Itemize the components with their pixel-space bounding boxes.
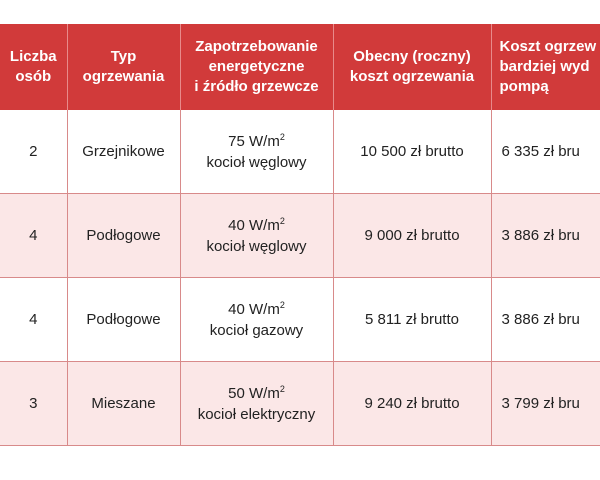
cell-energy-demand [180,110,333,194]
cell-persons: 4 [0,278,67,362]
demand-value: 40 $W/m^2$ [228,299,285,318]
cell-energy-demand [180,278,333,362]
header-persons: Liczba osób [0,24,67,110]
table-row [0,278,600,362]
cell-current-cost: 9 240 zł brutto [333,362,491,446]
table-row [0,194,600,278]
heating-cost-table [0,24,600,446]
header-row [0,24,600,110]
heat-source: kocioł gazowy [209,321,304,339]
cell-pump-cost: 6 335 zł bru [491,110,600,194]
heat-source: kocioł węglowy [206,153,307,171]
cell-persons: 2 [0,110,67,194]
demand-value: 40 $W/m^2$ [228,215,285,234]
cell-pump-cost: 3 886 zł bru [491,194,600,278]
demand-value: 50 $W/m^2$ [228,383,285,402]
heat-source: kocioł elektryczny [197,405,316,423]
cell-current-cost: 5 811 zł brutto [333,278,491,362]
table-header [0,24,600,110]
cell-heating-type: Podłogowe [67,278,180,362]
cell-pump-cost: 3 799 zł bru [491,362,600,446]
demand-value: 75 $W/m^2$ [228,131,285,150]
header-current-cost: Obecny (roczny) koszt ogrzewania [333,24,491,110]
cell-energy-demand [180,362,333,446]
header-pump-cost: Koszt ogrzew bardziej wyd pompą [491,24,600,110]
cell-heating-type: Grzejnikowe [67,110,180,194]
cell-heating-type: Podłogowe [67,194,180,278]
heat-source: kocioł węglowy [206,237,307,255]
header-heating-type: Typ ogrzewania [67,24,180,110]
cell-energy-demand [180,194,333,278]
cell-pump-cost: 3 886 zł bru [491,278,600,362]
cell-current-cost: 10 500 zł brutto [333,110,491,194]
cell-persons: 4 [0,194,67,278]
table-row [0,110,600,194]
cell-heating-type: Mieszane [67,362,180,446]
cell-persons: 3 [0,362,67,446]
cell-current-cost: 9 000 zł brutto [333,194,491,278]
table-row [0,362,600,446]
table-body [0,110,600,446]
header-energy-demand: Zapotrzebowanie energetyczne i źródło grzewcze [180,24,333,110]
